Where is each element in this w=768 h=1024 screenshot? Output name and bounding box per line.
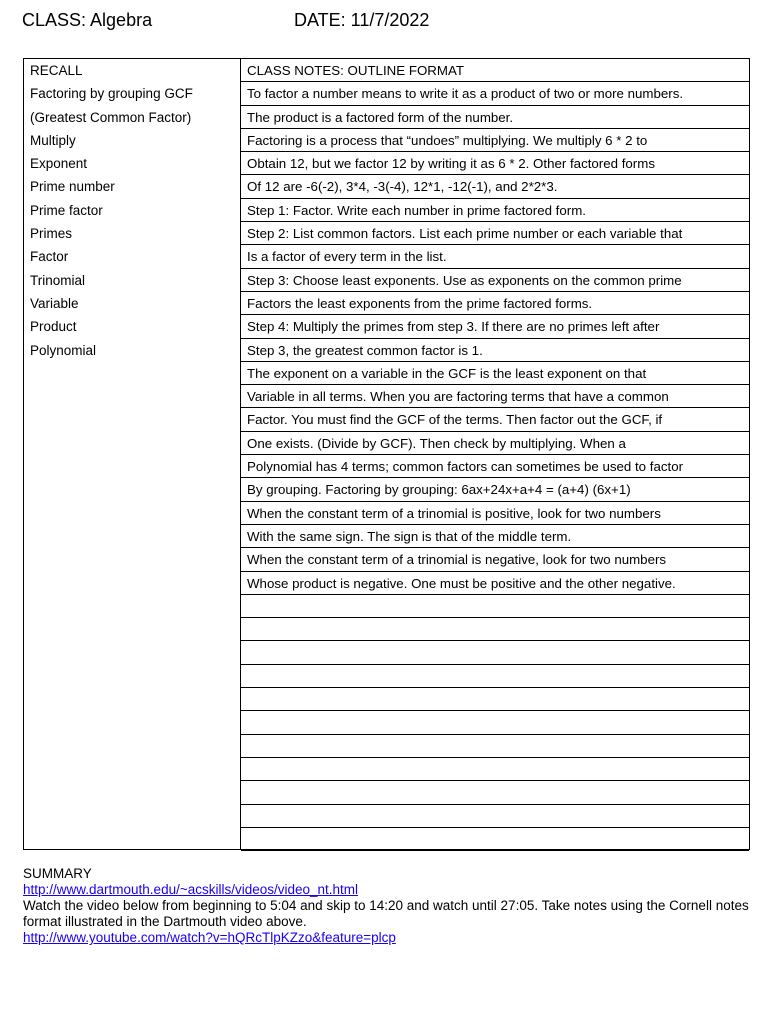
notes-line: Step 2: List common factors. List each prime number or each variable that [241,222,749,245]
notes-line: The exponent on a variable in the GCF is the least exponent on that [241,362,749,385]
recall-term: Multiply [30,132,76,148]
recall-term: Variable [30,295,79,311]
notes-line [241,711,749,734]
notes-line [241,735,749,758]
notes-line [241,618,749,641]
recall-term: Product [30,319,77,335]
notes-line: Polynomial has 4 terms; common factors can sometimes be used to factor [241,455,749,478]
notes-line: Whose product is negative. One must be positive and the other negative. [241,572,749,595]
summary-text: Watch the video below from beginning to 5:04 and skip to 14:20 and watch until 27:05. Take notes using the Cornell notes format illustrated in the Dartmouth video above. [23,898,749,929]
notes-line [241,805,749,828]
recall-term: (Greatest Common Factor) [30,109,192,125]
notes-line [241,688,749,711]
notes-line [241,758,749,781]
page-header [22,10,430,31]
notes-line: When the constant term of a trinomial is negative, look for two numbers [241,548,749,571]
notes-line [241,665,749,688]
notes-line: Of 12 are -6(-2), 3*4, -3(-4), 12*1, -12(-1), and 2*2*3. [241,175,749,198]
notes-heading: CLASS NOTES: OUTLINE FORMAT [241,59,749,82]
youtube-video-link[interactable]: http://www.youtube.com/watch?v=hQRcTlpKZzo&feature=plcp [23,930,396,945]
recall-term: Primes [30,226,73,242]
recall-term: Polynomial [30,342,97,358]
recall-term: Prime number [30,179,115,195]
notes-column [241,59,749,851]
notes-line: One exists. (Divide by GCF). Then check by multiplying. When a [241,432,749,455]
recall-column [24,59,240,362]
recall-term: Prime factor [30,202,103,218]
class-label: CLASS: Algebra [22,10,153,30]
cornell-notes-table [23,58,750,850]
notes-line [241,781,749,804]
recall-term: Exponent [30,156,88,172]
notes-line: To factor a number means to write it as a product of two or more numbers. [241,82,749,105]
date-label: DATE: 11/7/2022 [294,10,430,30]
summary-section [23,866,753,946]
dartmouth-video-link[interactable]: http://www.dartmouth.edu/~acskills/videos/video_nt.html [23,882,359,897]
notes-line [241,641,749,664]
notes-line: Factors the least exponents from the prime factored forms. [241,292,749,315]
recall-heading: RECALL [30,63,83,78]
notes-line: Step 3: Choose least exponents. Use as exponents on the common prime [241,269,749,292]
notes-line: Obtain 12, but we factor 12 by writing it as 6 * 2. Other factored forms [241,152,749,175]
notes-line: Step 1: Factor. Write each number in prime factored form. [241,199,749,222]
notes-line [241,595,749,618]
recall-term: Trinomial [30,272,86,288]
notes-line: Factor. You must find the GCF of the terms. Then factor out the GCF, if [241,408,749,431]
notes-line: Factoring is a process that “undoes” multiplying. We multiply 6 * 2 to [241,129,749,152]
notes-line: Step 4: Multiply the primes from step 3. If there are no primes left after [241,315,749,338]
notes-line: The product is a factored form of the number. [241,106,749,129]
notes-line: When the constant term of a trinomial is positive, look for two numbers [241,502,749,525]
recall-term: Factor [30,249,69,265]
notes-line: With the same sign. The sign is that of the middle term. [241,525,749,548]
notes-line: By grouping. Factoring by grouping: 6ax+24x+a+4 = (a+4) (6x+1) [241,478,749,501]
notes-line: Step 3, the greatest common factor is 1. [241,339,749,362]
notes-line [241,828,749,851]
notes-line: Is a factor of every term in the list. [241,245,749,268]
recall-term: Factoring by grouping GCF [30,86,193,102]
notes-line: Variable in all terms. When you are factoring terms that have a common [241,385,749,408]
summary-heading: SUMMARY [23,866,92,881]
